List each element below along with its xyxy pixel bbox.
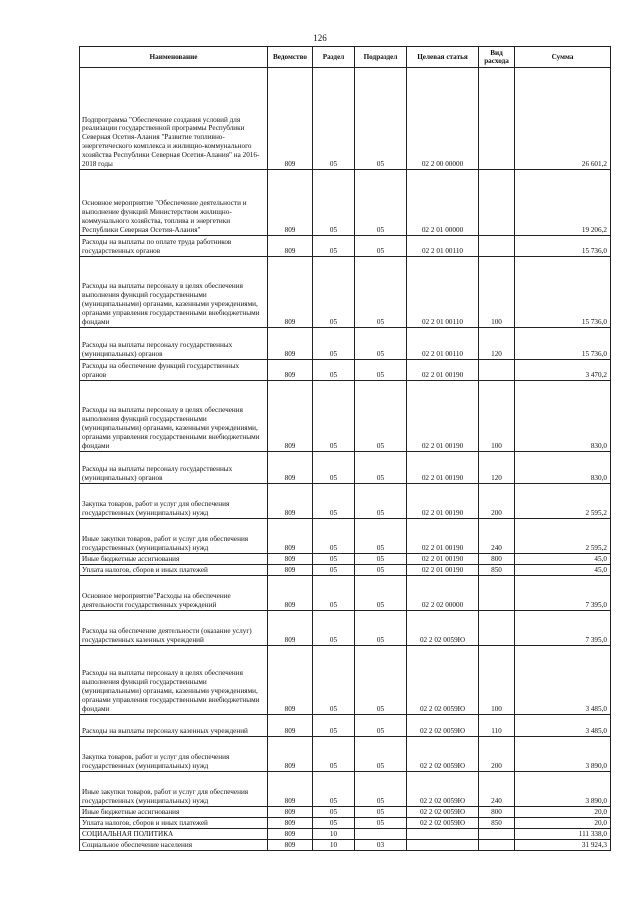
cell-amount: 20,0: [515, 807, 611, 818]
cell-target-article: 02 2 01 00190: [407, 381, 479, 452]
cell-subsection: 05: [355, 611, 407, 646]
table-row: [80, 452, 611, 484]
cell-name: Расходы на выплаты персоналу в целях обеспечения выполнения функций государственными (муниципальными) органами, казенными учреждениями, органами управления государственными внебюджетными фондами: [80, 381, 268, 452]
table-row: [80, 737, 611, 772]
cell-amount: 3 470,2: [515, 360, 611, 381]
cell-target-article: 02 2 02 0059Ю: [407, 807, 479, 818]
cell-target-article: 02 2 02 0059Ю: [407, 818, 479, 829]
header-subsection: Подраздел: [355, 47, 407, 68]
cell-expense-type: 120: [479, 452, 515, 484]
table-row: [80, 68, 611, 170]
cell-target-article: 02 2 01 00190: [407, 554, 479, 565]
cell-subsection: 05: [355, 646, 407, 715]
cell-subsection: 05: [355, 554, 407, 565]
cell-section: 05: [313, 68, 355, 170]
cell-amount: 2 595,2: [515, 484, 611, 519]
cell-amount: 15 736,0: [515, 328, 611, 360]
cell-expense-type: [479, 829, 515, 840]
cell-subsection: 05: [355, 576, 407, 611]
cell-subsection: 05: [355, 257, 407, 328]
cell-expense-type: [479, 840, 515, 851]
cell-department: 809: [268, 68, 313, 170]
header-expense-type: Вид расхода: [479, 47, 515, 68]
table-row: [80, 360, 611, 381]
header-amount: Сумма: [515, 47, 611, 68]
cell-amount: 20,0: [515, 818, 611, 829]
cell-name: Уплата налогов, сборов и иных платежей: [80, 565, 268, 576]
cell-department: 809: [268, 484, 313, 519]
cell-department: 809: [268, 576, 313, 611]
table-row: [80, 170, 611, 236]
cell-name: Расходы на обеспечение функций государственных органов: [80, 360, 268, 381]
cell-department: 809: [268, 840, 313, 851]
cell-expense-type: 100: [479, 257, 515, 328]
cell-department: 809: [268, 772, 313, 807]
cell-expense-type: [479, 360, 515, 381]
cell-section: 05: [313, 646, 355, 715]
cell-section: 05: [313, 565, 355, 576]
cell-department: 809: [268, 818, 313, 829]
cell-subsection: 05: [355, 772, 407, 807]
cell-subsection: 05: [355, 328, 407, 360]
cell-expense-type: 200: [479, 737, 515, 772]
cell-name: Расходы на выплаты персоналу казенных учреждений: [80, 715, 268, 737]
table-row: [80, 818, 611, 829]
cell-subsection: 05: [355, 170, 407, 236]
cell-target-article: 02 2 02 0059Ю: [407, 646, 479, 715]
cell-department: 809: [268, 611, 313, 646]
cell-department: 809: [268, 829, 313, 840]
table-row: [80, 381, 611, 452]
cell-subsection: 05: [355, 818, 407, 829]
header-name: Наименование: [80, 47, 268, 68]
table-row: [80, 807, 611, 818]
table-row: [80, 611, 611, 646]
cell-section: 05: [313, 818, 355, 829]
cell-expense-type: 200: [479, 484, 515, 519]
cell-name: Иные закупки товаров, работ и услуг для обеспечения государственных (муниципальных) нужд: [80, 519, 268, 554]
cell-target-article: 02 2 01 00190: [407, 565, 479, 576]
cell-amount: 19 206,2: [515, 170, 611, 236]
budget-table: [79, 46, 611, 851]
cell-name: Расходы на выплаты персоналу в целях обеспечения выполнения функций государственными (муниципальными) органами, казенными учреждениями, органами управления государственными внебюджетными фондами: [80, 646, 268, 715]
table-row: [80, 829, 611, 840]
cell-target-article: 02 2 02 0059Ю: [407, 772, 479, 807]
cell-amount: 111 338,0: [515, 829, 611, 840]
cell-section: 05: [313, 715, 355, 737]
cell-department: 809: [268, 807, 313, 818]
header-target-article: Целевая статья: [407, 47, 479, 68]
cell-target-article: [407, 829, 479, 840]
cell-expense-type: [479, 611, 515, 646]
cell-name: Расходы на обеспечение деятельности (оказание услуг) государственных казенных учреждений: [80, 611, 268, 646]
cell-subsection: 05: [355, 484, 407, 519]
cell-target-article: 02 2 01 00190: [407, 519, 479, 554]
cell-department: 809: [268, 646, 313, 715]
cell-department: 809: [268, 360, 313, 381]
cell-subsection: 05: [355, 452, 407, 484]
cell-target-article: 02 2 02 0059Ю: [407, 737, 479, 772]
cell-department: 809: [268, 452, 313, 484]
cell-expense-type: [479, 68, 515, 170]
cell-name: Уплата налогов, сборов и иных платежей: [80, 818, 268, 829]
cell-target-article: 02 2 00 00000: [407, 68, 479, 170]
cell-amount: 26 601,2: [515, 68, 611, 170]
header-department: Ведомство: [268, 47, 313, 68]
cell-name: Подпрограмма "Обеспечение создания условий для реализации государственной программы Республики Северная Осетия-Алания "Развитие топливно-энергетического комплекса и жилищно-коммунального хозяйства Республики Северная Осетия-Алания" на 2016-2018 годы: [80, 68, 268, 170]
cell-amount: 45,0: [515, 565, 611, 576]
cell-target-article: [407, 840, 479, 851]
cell-target-article: 02 2 02 00000: [407, 576, 479, 611]
cell-amount: 830,0: [515, 452, 611, 484]
cell-amount: 3 890,0: [515, 772, 611, 807]
cell-target-article: 02 2 01 00190: [407, 452, 479, 484]
cell-expense-type: 100: [479, 381, 515, 452]
cell-name: Иные бюджетные ассигнования: [80, 807, 268, 818]
cell-section: 05: [313, 484, 355, 519]
cell-section: 05: [313, 328, 355, 360]
cell-expense-type: [479, 170, 515, 236]
cell-name: Социальное обеспечение населения: [80, 840, 268, 851]
cell-department: 809: [268, 565, 313, 576]
cell-section: 05: [313, 807, 355, 818]
cell-target-article: 02 2 01 00190: [407, 360, 479, 381]
cell-name: Закупка товаров, работ и услуг для обеспечения государственных (муниципальных) нужд: [80, 484, 268, 519]
cell-amount: 3 485,0: [515, 646, 611, 715]
cell-amount: 3 890,0: [515, 737, 611, 772]
page-number: 126: [313, 33, 327, 43]
cell-expense-type: 850: [479, 818, 515, 829]
cell-target-article: 02 2 01 00110: [407, 328, 479, 360]
table-row: [80, 576, 611, 611]
cell-target-article: 02 2 02 0059Ю: [407, 611, 479, 646]
cell-department: 809: [268, 170, 313, 236]
cell-section: 05: [313, 772, 355, 807]
cell-name: Основное мероприятие "Обеспечение деятельности и выполнение функций Министерством жилищно-коммунального хозяйства, топлива и энергетики Республики Северная Осетия-Алания": [80, 170, 268, 236]
table-row: [80, 328, 611, 360]
cell-subsection: 05: [355, 381, 407, 452]
cell-expense-type: 800: [479, 807, 515, 818]
cell-subsection: 05: [355, 737, 407, 772]
cell-department: 809: [268, 257, 313, 328]
cell-subsection: 05: [355, 236, 407, 257]
table-row: [80, 772, 611, 807]
cell-section: 05: [313, 170, 355, 236]
cell-section: 05: [313, 611, 355, 646]
cell-subsection: 05: [355, 565, 407, 576]
cell-department: 809: [268, 715, 313, 737]
cell-section: 05: [313, 452, 355, 484]
cell-subsection: 05: [355, 715, 407, 737]
cell-section: 05: [313, 360, 355, 381]
cell-expense-type: 800: [479, 554, 515, 565]
cell-department: 809: [268, 737, 313, 772]
cell-target-article: 02 2 01 00190: [407, 484, 479, 519]
cell-section: 05: [313, 519, 355, 554]
cell-name: Иные бюджетные ассигнования: [80, 554, 268, 565]
cell-expense-type: 100: [479, 646, 515, 715]
cell-name: Расходы на выплаты персоналу в целях обеспечения выполнения функций государственными (муниципальными) органами, казенными учреждениями, органами управления государственными внебюджетными фондами: [80, 257, 268, 328]
cell-amount: 7 395,0: [515, 611, 611, 646]
cell-subsection: 05: [355, 360, 407, 381]
table-row: [80, 565, 611, 576]
cell-amount: 7 395,0: [515, 576, 611, 611]
cell-name: Закупка товаров, работ и услуг для обеспечения государственных (муниципальных) нужд: [80, 737, 268, 772]
cell-department: 809: [268, 381, 313, 452]
table-row: [80, 519, 611, 554]
cell-amount: 45,0: [515, 554, 611, 565]
cell-section: 05: [313, 381, 355, 452]
cell-subsection: 03: [355, 840, 407, 851]
cell-target-article: 02 2 01 00110: [407, 236, 479, 257]
table-row: [80, 484, 611, 519]
cell-amount: 3 485,0: [515, 715, 611, 737]
cell-expense-type: 240: [479, 772, 515, 807]
cell-name: Основное мероприятие"Расходы на обеспечение деятельности государственных учреждений: [80, 576, 268, 611]
table-row: [80, 257, 611, 328]
cell-amount: 15 736,0: [515, 236, 611, 257]
cell-expense-type: 110: [479, 715, 515, 737]
table-row: [80, 715, 611, 737]
cell-department: 809: [268, 519, 313, 554]
cell-department: 809: [268, 328, 313, 360]
table-row: [80, 236, 611, 257]
table-row: [80, 554, 611, 565]
cell-name: СОЦИАЛЬНАЯ ПОЛИТИКА: [80, 829, 268, 840]
cell-section: 05: [313, 554, 355, 565]
cell-section: 05: [313, 576, 355, 611]
cell-name: Расходы на выплаты персоналу государственных (муниципальных) органов: [80, 328, 268, 360]
cell-section: 05: [313, 236, 355, 257]
cell-subsection: [355, 829, 407, 840]
cell-subsection: 05: [355, 68, 407, 170]
cell-section: 05: [313, 257, 355, 328]
table-body: [80, 68, 611, 851]
cell-department: 809: [268, 236, 313, 257]
cell-expense-type: 120: [479, 328, 515, 360]
cell-name: Расходы на выплаты персоналу государственных (муниципальных) органов: [80, 452, 268, 484]
table-row: [80, 646, 611, 715]
cell-amount: 15 736,0: [515, 257, 611, 328]
cell-expense-type: [479, 236, 515, 257]
cell-target-article: 02 2 02 0059Ю: [407, 715, 479, 737]
cell-section: 10: [313, 829, 355, 840]
cell-amount: 2 595,2: [515, 519, 611, 554]
cell-expense-type: [479, 576, 515, 611]
table-row: [80, 840, 611, 851]
cell-department: 809: [268, 554, 313, 565]
cell-subsection: 05: [355, 519, 407, 554]
cell-subsection: 05: [355, 807, 407, 818]
header-section: Раздел: [313, 47, 355, 68]
cell-expense-type: 850: [479, 565, 515, 576]
cell-amount: 830,0: [515, 381, 611, 452]
cell-name: Иные закупки товаров, работ и услуг для обеспечения государственных (муниципальных) нужд: [80, 772, 268, 807]
cell-expense-type: 240: [479, 519, 515, 554]
cell-section: 10: [313, 840, 355, 851]
cell-amount: 31 924,3: [515, 840, 611, 851]
cell-target-article: 02 2 01 00110: [407, 257, 479, 328]
cell-section: 05: [313, 737, 355, 772]
header-row: [80, 47, 611, 68]
cell-name: Расходы на выплаты по оплате труда работников государственных органов: [80, 236, 268, 257]
cell-target-article: 02 2 01 00000: [407, 170, 479, 236]
